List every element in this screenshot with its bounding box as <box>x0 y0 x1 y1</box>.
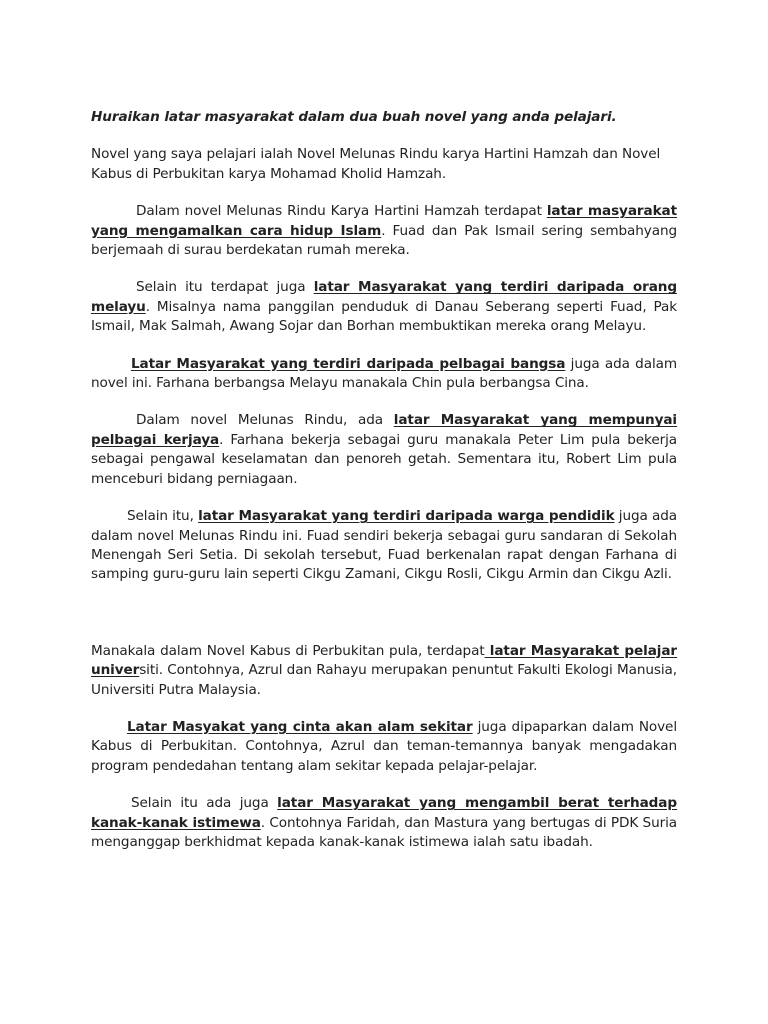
paragraph-4 <box>91 411 677 489</box>
document-page <box>91 108 677 870</box>
paragraph-text: Dalam novel Melunas Rindu, ada <box>136 412 394 429</box>
paragraph-text: . Contohnya Faridah, dan Mastura yang bertugas di PDK Suria menganggap berkhidmat kepada kanak-kanak istimewa ialah satu ibadah. <box>91 814 678 850</box>
paragraph-text: . Farhana bekerja sebagai guru manakala Peter Lim pula bekerja sebagai pengawal keselamatan dan penoreh getah. Sementara itu, Robert Lim pula menceburi bidang perniagaan. <box>91 431 678 487</box>
highlighted-phrase: latar Masyarakat yang terdiri daripada warga pendidik <box>198 508 615 525</box>
highlighted-phrase: Latar Masyarakat yang terdiri daripada pelbagai bangsa <box>131 355 566 372</box>
paragraph-text: juga ada dalam novel ini. Farhana berbangsa Melayu manakala Chin pula berbangsa Cina. <box>91 355 677 392</box>
paragraph-6 <box>91 642 677 700</box>
paragraph-8 <box>91 794 677 852</box>
paragraph-text: . Misalnya nama panggilan penduduk di Danau Seberang seperti Fuad, Pak Ismail, Mak Salmah, Awang Sojar dan Borhan membuktikan mereka orang Melayu. <box>91 298 677 335</box>
highlighted-phrase: Latar Masyakat yang cinta akan alam sekitar <box>127 718 473 735</box>
question-title: Huraikan latar masyarakat dalam dua buah novel yang anda pelajari. <box>91 109 617 125</box>
paragraph-text: Manakala dalam Novel Kabus di Perbukitan pula, terdapat <box>91 642 485 659</box>
paragraph-text: Selain itu ada juga <box>131 795 278 812</box>
paragraph-5 <box>91 507 677 585</box>
paragraph-text: juga dipaparkan dalam Novel Kabus di Perbukitan. Contohnya, Azrul dan teman-temannya banyak mengadakan program pendedahan tentang alam sekitar kepada pelajar-pelajar. <box>91 718 677 774</box>
paragraph-text: . Fuad dan Pak Ismail sering sembahyang berjemaah di surau berdekatan rumah mereka. <box>91 222 677 259</box>
paragraph-1 <box>91 202 677 260</box>
paragraph-text: Dalam novel Melunas Rindu Karya Hartini Hamzah terdapat <box>136 203 547 220</box>
paragraph-text: siti. Contohnya, Azrul dan Rahayu merupakan penuntut Fakulti Ekologi Manusia, Universiti Putra Malaysia. <box>91 662 677 698</box>
paragraph-text: Selain itu terdapat juga <box>136 279 314 296</box>
paragraph-2 <box>91 278 677 336</box>
paragraph-text: juga ada dalam novel Melunas Rindu ini. Fuad sendiri bekerja sebagai guru sandaran di Sekolah Menengah Seri Setia. Di sekolah tersebut, Fuad berkenalan rapat dengan Farhana di samping guru-guru lain seperti Cikgu Zamani, Cikgu Rosli, Cikgu Armin dan Cikgu Azli. <box>91 508 677 583</box>
highlighted-phrase: latar Masyarakat yang mengambil berat terhadap kanak-kanak istimewa <box>91 795 677 831</box>
highlighted-phrase: latar masyarakat yang mengamalkan cara hidup Islam <box>91 203 677 239</box>
highlighted-phrase: latar Masyarakat yang terdiri daripada orang melayu <box>91 279 677 315</box>
paragraph-7 <box>91 718 677 776</box>
paragraph-3 <box>91 355 677 394</box>
paragraph-text: Selain itu, <box>127 508 199 525</box>
blank-space <box>91 603 677 642</box>
intro-paragraph: Novel yang saya pelajari ialah Novel Melunas Rindu karya Hartini Hamzah dan Novel Kabus di Perbukitan karya Mohamad Kholid Hamzah. <box>91 146 661 182</box>
highlighted-phrase: latar Masyarakat pelajar univer <box>91 642 678 679</box>
highlighted-phrase: latar Masyarakat yang mempunyai pelbagai kerjaya <box>91 412 677 448</box>
